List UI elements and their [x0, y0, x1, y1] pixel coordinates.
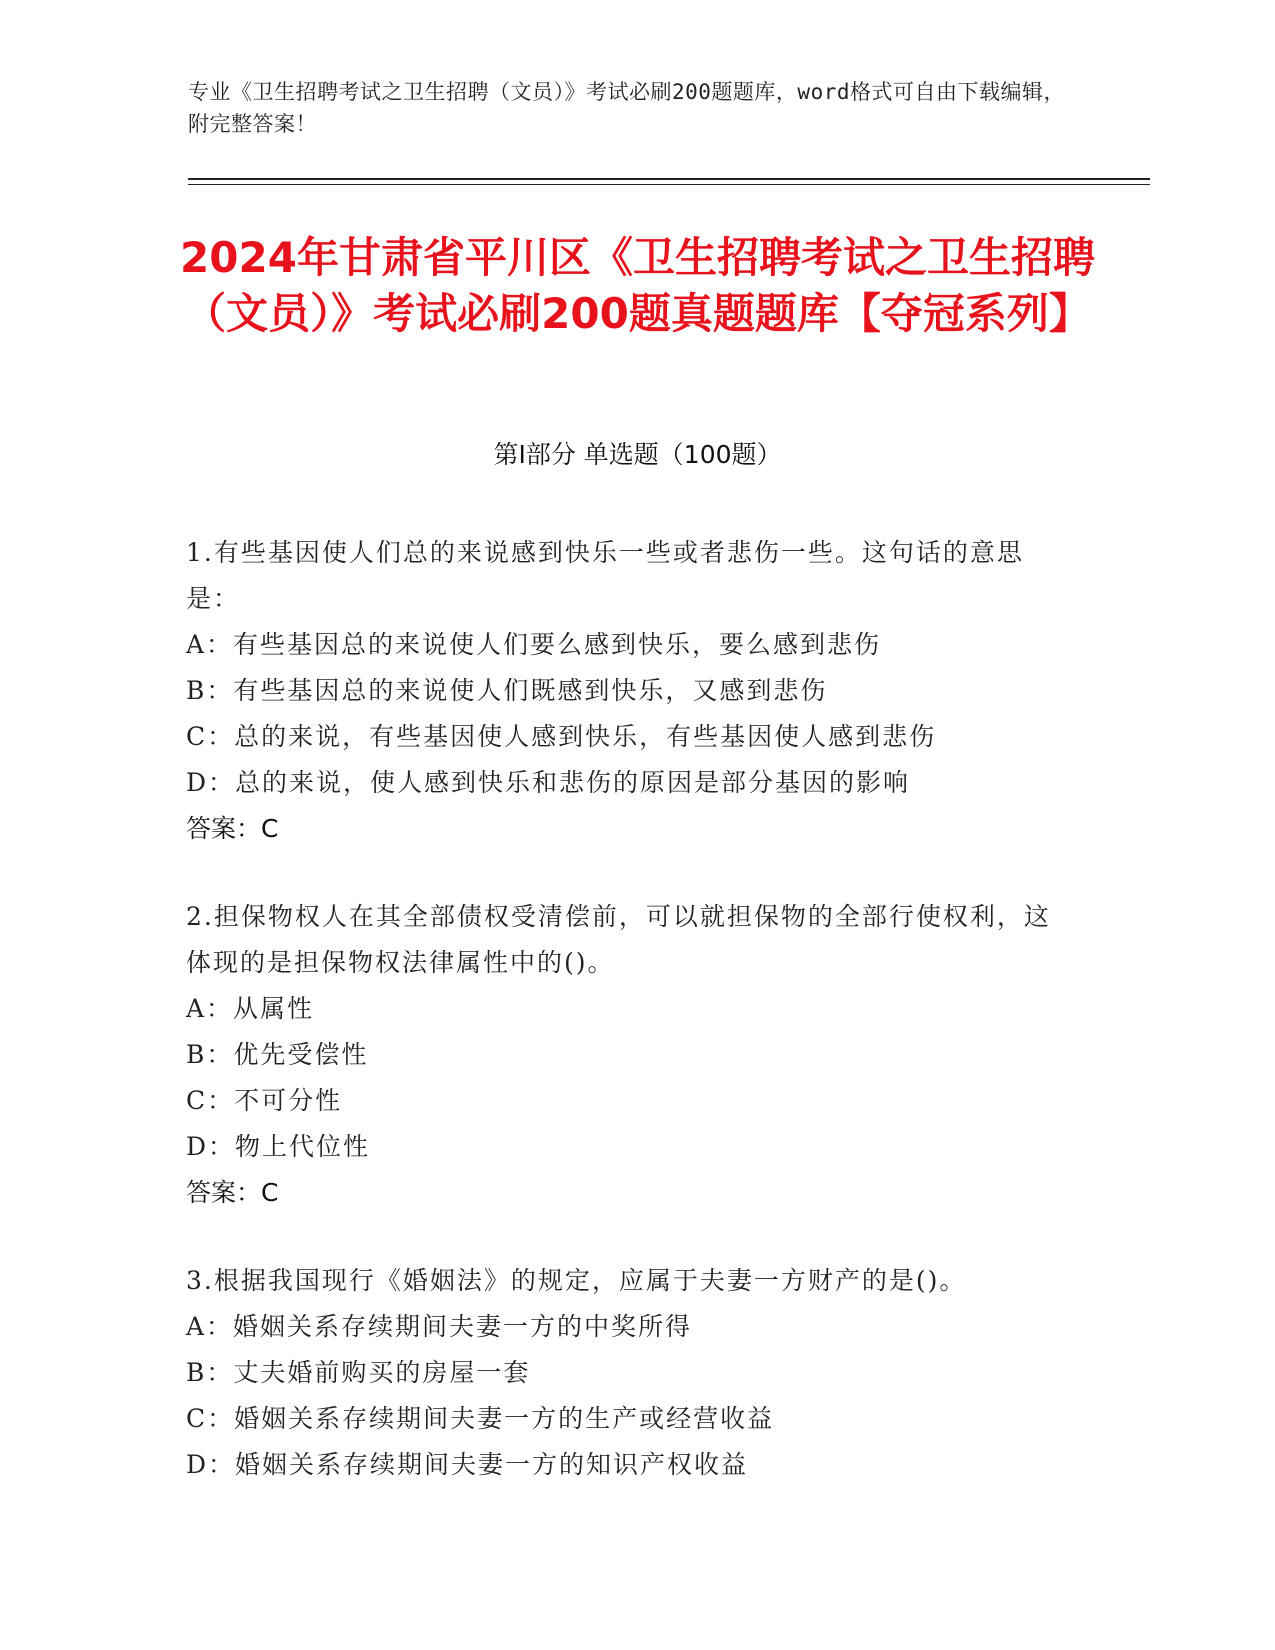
option-a: A：婚姻关系存续期间夫妻一方的中奖所得 — [186, 1312, 693, 1341]
option-d: D：物上代位性 — [186, 1132, 371, 1161]
question-stem: 3.根据我国现行《婚姻法》的规定，应属于夫妻一方财产的是()。 — [186, 1266, 967, 1295]
question-stem: 2.担保物权人在其全部债权受清偿前，可以就担保物的全部行使权利，这体现的是担保物权法律属性中的()。 — [186, 902, 1051, 977]
answer: 答案：C — [186, 1178, 279, 1207]
option-c: C：婚姻关系存续期间夫妻一方的生产或经营收益 — [186, 1404, 775, 1433]
option-b: B：有些基因总的来说使人们既感到快乐，又感到悲伤 — [186, 676, 828, 705]
header-note: 专业《卫生招聘考试之卫生招聘（文员）》考试必刷200题题库，word格式可自由下载编辑，附完整答案！ — [188, 80, 1065, 136]
option-b: B：优先受偿性 — [186, 1040, 369, 1069]
option-b: B：丈夫婚前购买的房屋一套 — [186, 1358, 531, 1387]
document-title: 2024年甘肃省平川区《卫生招聘考试之卫生招聘（文员）》考试必刷200题真题题库【夺冠系列】 — [180, 233, 1095, 338]
answer: 答案：C — [186, 814, 279, 843]
question-2 — [186, 894, 1066, 1216]
question-list — [186, 530, 1066, 1530]
question-stem: 1.有些基因使人们总的来说感到快乐一些或者悲伤一些。这句话的意思是： — [186, 538, 1024, 613]
header-divider-thick — [188, 178, 1150, 180]
option-c: C：不可分性 — [186, 1086, 343, 1115]
header-divider-thin — [188, 184, 1150, 185]
option-a: A：有些基因总的来说使人们要么感到快乐，要么感到悲伤 — [186, 630, 882, 659]
option-a: A：从属性 — [186, 994, 315, 1023]
option-c: C：总的来说，有些基因使人感到快乐，有些基因使人感到悲伤 — [186, 722, 937, 751]
option-d: D：婚姻关系存续期间夫妻一方的知识产权收益 — [186, 1450, 749, 1479]
question-1 — [186, 530, 1066, 852]
section-title: 第Ⅰ部分 单选题（100题） — [493, 440, 782, 469]
option-d: D：总的来说，使人感到快乐和悲伤的原因是部分基因的影响 — [186, 768, 911, 797]
question-3 — [186, 1258, 1066, 1488]
